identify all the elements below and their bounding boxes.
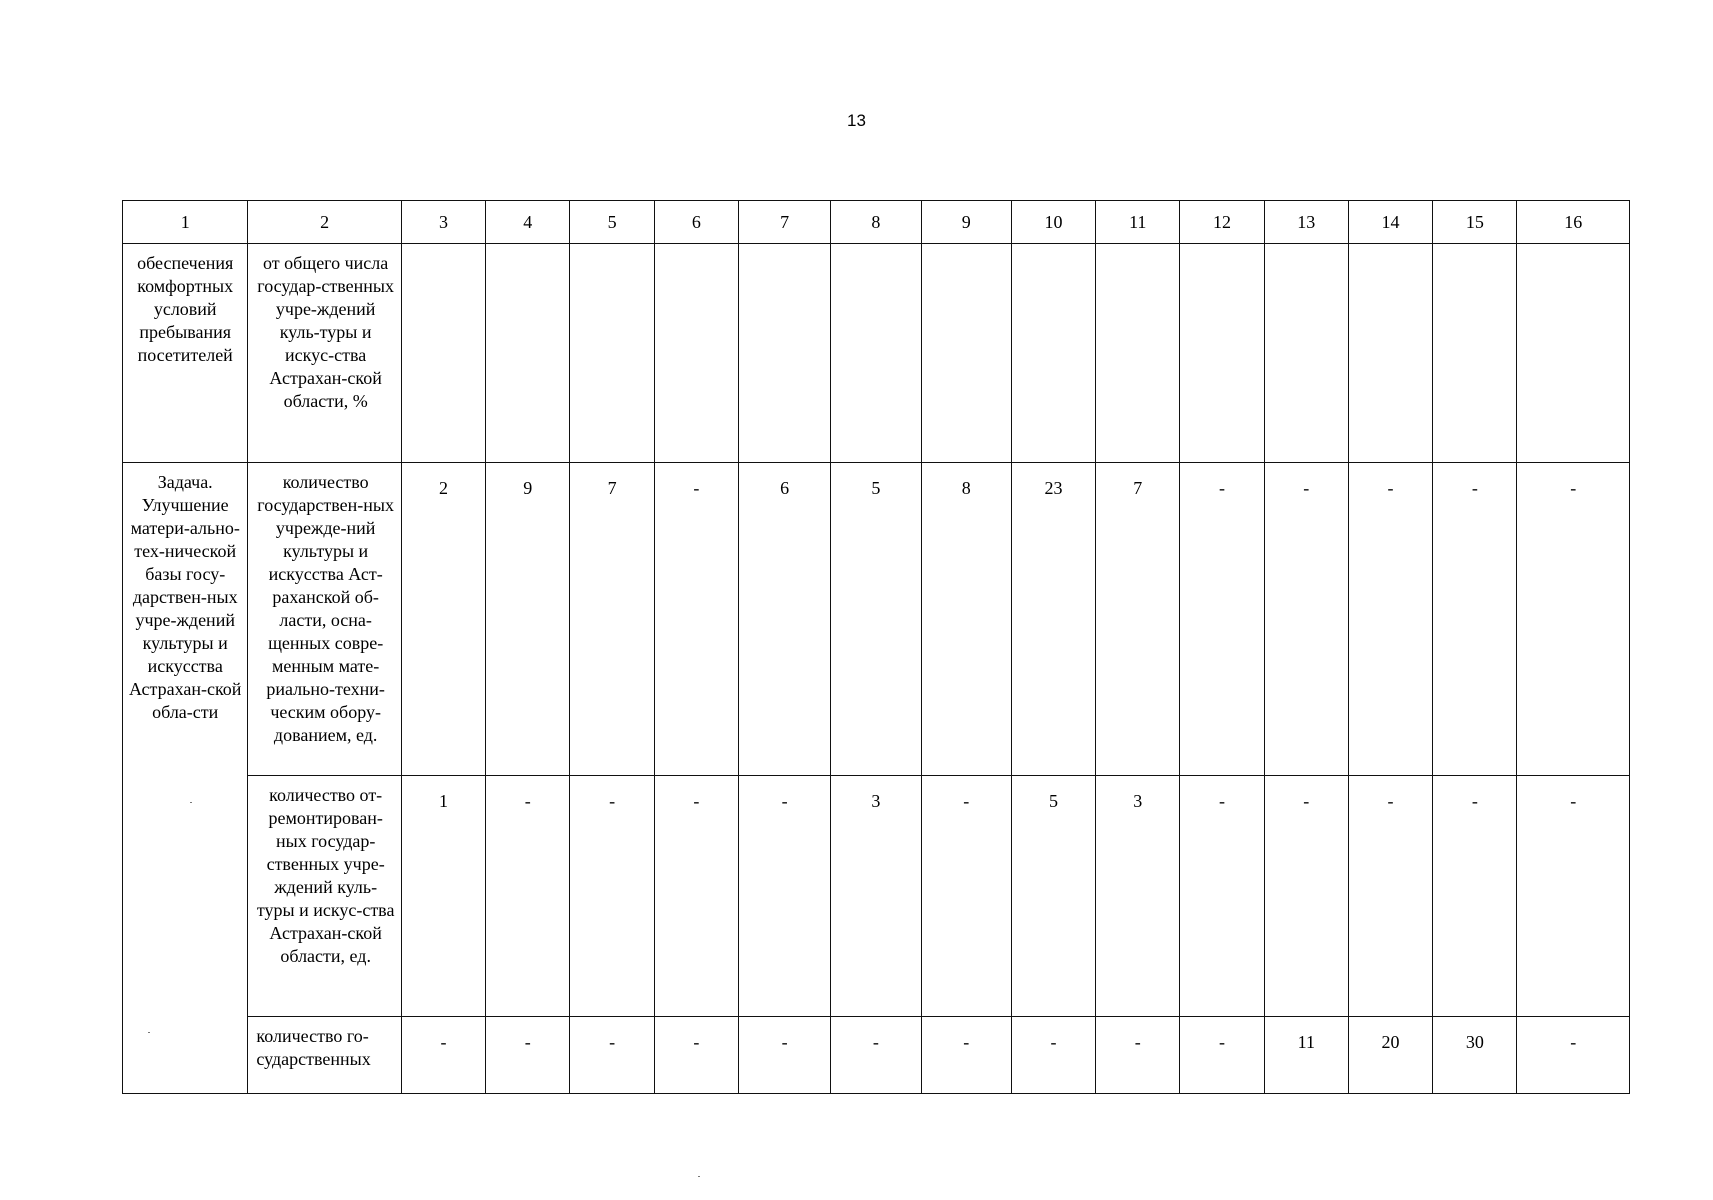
scan-speck xyxy=(148,1032,150,1033)
goal-cell: обеспечения комфортных условий пребывания посетителей xyxy=(123,244,248,463)
value-cell: - xyxy=(1264,463,1348,776)
value-cell: - xyxy=(1180,776,1264,1017)
value-cell xyxy=(1180,244,1264,463)
value-cell: - xyxy=(1348,776,1432,1017)
value-cell: - xyxy=(738,776,830,1017)
table-row xyxy=(123,776,1630,1017)
value-cell: - xyxy=(486,776,570,1017)
value-cell xyxy=(654,244,738,463)
column-header: 2 xyxy=(248,201,402,244)
table-row xyxy=(123,1017,1630,1094)
value-cell: 6 xyxy=(738,463,830,776)
value-cell: 5 xyxy=(1011,776,1095,1017)
value-cell: - xyxy=(1096,1017,1180,1094)
indicator-cell: от общего числа государ-ственных учре-ждений куль-туры и искус-ства Астрахан-ской области, % xyxy=(248,244,402,463)
indicator-cell: количество от-ремонтирован-ных государ-ственных учре-ждений куль-туры и искус-ства Астрахан-ской области, ед. xyxy=(248,776,402,1017)
value-cell xyxy=(486,244,570,463)
table-row xyxy=(123,244,1630,463)
indicator-table xyxy=(122,200,1630,1094)
column-header: 5 xyxy=(570,201,654,244)
scan-speck xyxy=(698,1176,700,1177)
value-cell: - xyxy=(1011,1017,1095,1094)
column-header: 3 xyxy=(401,201,485,244)
value-cell xyxy=(1517,244,1630,463)
value-cell: 11 xyxy=(1264,1017,1348,1094)
value-cell: - xyxy=(1180,1017,1264,1094)
value-cell xyxy=(921,244,1011,463)
value-cell xyxy=(1433,244,1517,463)
value-cell: 8 xyxy=(921,463,1011,776)
column-header: 6 xyxy=(654,201,738,244)
page-number: 13 xyxy=(847,111,866,130)
value-cell: - xyxy=(1433,463,1517,776)
value-cell: 3 xyxy=(1096,776,1180,1017)
value-cell: 7 xyxy=(1096,463,1180,776)
column-header: 8 xyxy=(831,201,921,244)
value-cell: - xyxy=(1433,776,1517,1017)
value-cell: - xyxy=(654,776,738,1017)
value-cell: 9 xyxy=(486,463,570,776)
table-row xyxy=(123,463,1630,776)
value-cell: - xyxy=(1517,1017,1630,1094)
column-header: 16 xyxy=(1517,201,1630,244)
value-cell xyxy=(1264,244,1348,463)
table-header-row xyxy=(123,201,1630,244)
value-cell: 3 xyxy=(831,776,921,1017)
value-cell: - xyxy=(401,1017,485,1094)
column-header: 14 xyxy=(1348,201,1432,244)
value-cell: - xyxy=(921,1017,1011,1094)
value-cell: 5 xyxy=(831,463,921,776)
value-cell: - xyxy=(654,1017,738,1094)
column-header: 4 xyxy=(486,201,570,244)
value-cell xyxy=(1096,244,1180,463)
value-cell: - xyxy=(570,776,654,1017)
column-header: 15 xyxy=(1433,201,1517,244)
value-cell xyxy=(401,244,485,463)
value-cell: 30 xyxy=(1433,1017,1517,1094)
column-header: 10 xyxy=(1011,201,1095,244)
value-cell: - xyxy=(1517,463,1630,776)
column-header: 13 xyxy=(1264,201,1348,244)
value-cell: - xyxy=(921,776,1011,1017)
value-cell: - xyxy=(1264,776,1348,1017)
value-cell: - xyxy=(738,1017,830,1094)
value-cell xyxy=(1011,244,1095,463)
value-cell: - xyxy=(1348,463,1432,776)
value-cell xyxy=(570,244,654,463)
value-cell: 2 xyxy=(401,463,485,776)
value-cell: - xyxy=(831,1017,921,1094)
value-cell: 20 xyxy=(1348,1017,1432,1094)
value-cell: 23 xyxy=(1011,463,1095,776)
value-cell: 7 xyxy=(570,463,654,776)
value-cell xyxy=(831,244,921,463)
column-header: 12 xyxy=(1180,201,1264,244)
value-cell: - xyxy=(486,1017,570,1094)
column-header: 9 xyxy=(921,201,1011,244)
indicator-cell: количество го-сударственных xyxy=(248,1017,402,1094)
scan-speck xyxy=(190,802,192,803)
task-cell: Задача. Улучшение матери-ально-тех-нической базы госу-дарствен-ных учре-ждений культуры и искусства Астрахан-ской обла-сти xyxy=(123,463,248,1094)
value-cell xyxy=(1348,244,1432,463)
column-header: 7 xyxy=(738,201,830,244)
value-cell: - xyxy=(654,463,738,776)
value-cell: - xyxy=(1180,463,1264,776)
column-header: 1 xyxy=(123,201,248,244)
value-cell: - xyxy=(570,1017,654,1094)
value-cell xyxy=(738,244,830,463)
value-cell: 1 xyxy=(401,776,485,1017)
column-header: 11 xyxy=(1096,201,1180,244)
indicator-cell: количество государствен-ных учрежде-ний культуры и искусства Аст-раханской об-ласти, осна-щенных совре-менным мате-риально-техни-ческим обору-дованием, ед. xyxy=(248,463,402,776)
value-cell: - xyxy=(1517,776,1630,1017)
